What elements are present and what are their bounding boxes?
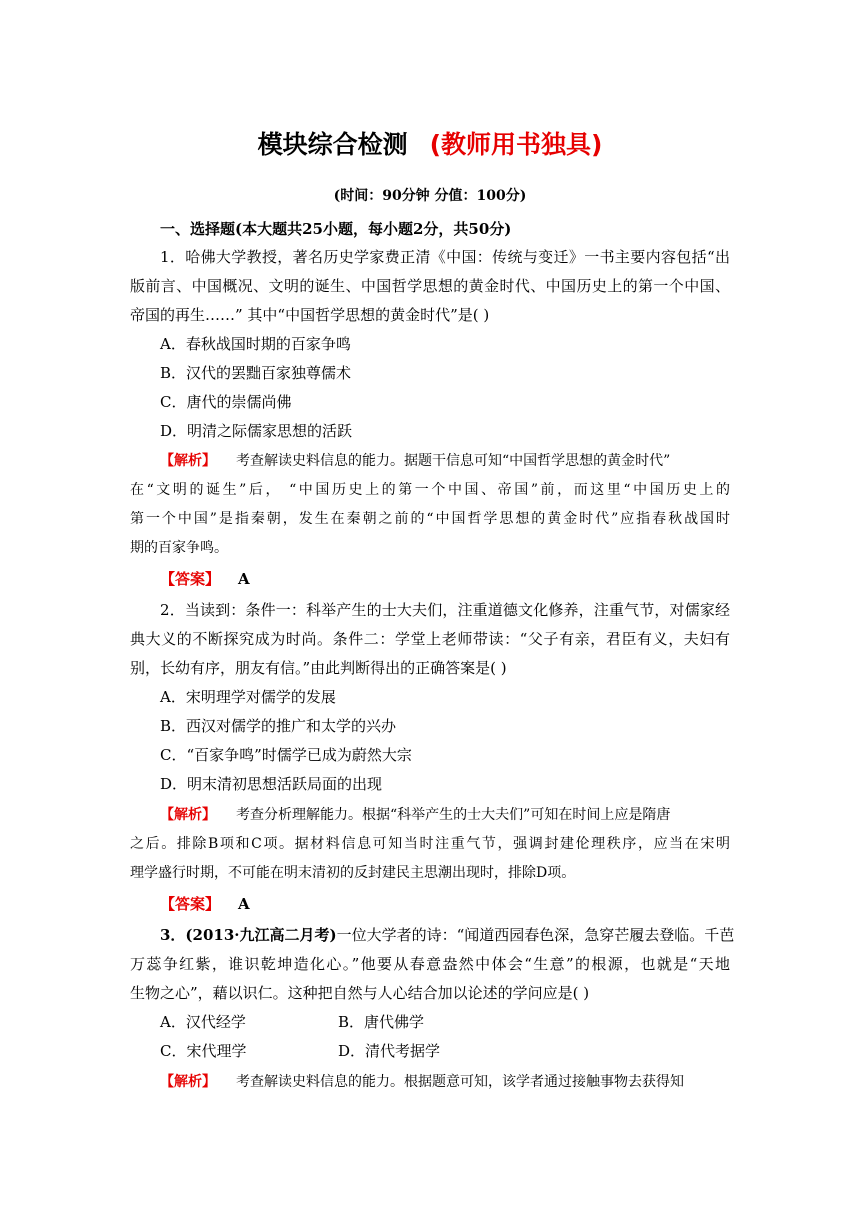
q1-line-1: 1．哈佛大学教授，著名历史学家费正清《中国：传统与变迁》一书主要内容包括“出: [160, 248, 730, 266]
title-main: 模块综合检测: [257, 130, 408, 159]
q1-answer-value: A: [238, 570, 250, 588]
q2-line-1: 2．当读到：条件一：科举产生的士大夫们，注重道德文化修养，注重气节，对儒家经: [160, 601, 730, 619]
exam-info: (时间：90分钟 分值：100分): [333, 188, 527, 204]
q1-option-d: D．明清之际儒家思想的活跃: [160, 422, 353, 440]
q1-analysis-line-1: 【解析】 考查解读史料信息的能力。据题干信息可知“中国哲学思想的黄金时代”: [160, 453, 671, 469]
q1-option-c: C．唐代的崇儒尚佛: [160, 393, 292, 411]
q2-analysis-label: 【解析】: [160, 807, 216, 823]
q1-analysis-line-4: 期的百家争鸣。: [130, 540, 228, 556]
section-heading: 一、选择题(本大题共25小题，每小题2分，共50分): [160, 220, 512, 238]
q3-options-row-2: [160, 1040, 760, 1062]
q2-answer-label: 【答案】: [160, 895, 221, 913]
q3-analysis-label: 【解析】: [160, 1074, 216, 1090]
q2-option-d: D．明末清初思想活跃局面的出现: [160, 775, 383, 793]
q3-analysis-line-1: 【解析】 考查解读史料信息的能力。根据题意可知，该学者通过接触事物去获得知: [160, 1074, 684, 1090]
q2-analysis-line-1: 【解析】 考查分析理解能力。根据“科举产生的士大夫们”可知在时间上应是隋唐: [160, 807, 671, 823]
q2-option-b: B．西汉对儒学的推广和太学的兴办: [160, 717, 397, 735]
q1-line-2: 版前言、中国概况、文明的诞生、中国哲学思想的黄金时代、中国历史上的第一个中国、: [130, 277, 730, 295]
q1-option-b: B．汉代的罢黜百家独尊儒术: [160, 364, 352, 382]
q1-analysis-line-2: 在“文明的诞生”后， “中国历史上的第一个中国、帝国”前，而这里“中国历史上的: [130, 482, 730, 498]
q1-analysis-line-3: 第一个中国”是指秦朝，发生在秦朝之前的“中国哲学思想的黄金时代”应指春秋战国时: [130, 511, 730, 527]
q1-option-a: A．春秋战国时期的百家争鸣: [160, 335, 351, 353]
q2-answer-value: A: [238, 895, 250, 913]
q3-option-b: B．唐代佛学: [338, 1013, 425, 1031]
q3-line-2: 万蕊争红紫，谁识乾坤造化心。”他要从春意盎然中体会“生意”的根源，也就是“天地: [130, 955, 730, 973]
q3-line-3: 生物之心”，藉以识仁。这种把自然与人心结合加以论述的学问应是( ): [130, 984, 590, 1002]
q2-analysis-line-3: 理学盛行时期，不可能在明末清初的反封建民主思潮出现时，排除D项。: [130, 865, 576, 881]
q3-option-c: C．宋代理学: [160, 1042, 247, 1060]
q2-line-3: 别，长幼有序，朋友有信。”由此判断得出的正确答案是( ): [130, 659, 507, 677]
q1-answer: [160, 568, 760, 590]
q3-line-1: 3．(2013·九江高二月考)一位大学者的诗：“闻道西园春色深，急穿芒履去登临。千芭: [160, 926, 735, 944]
q3-option-a: A．汉代经学: [160, 1013, 246, 1031]
q2-answer: [160, 893, 760, 915]
q2-analysis-line-2: 之后。排除B项和C项。据材料信息可知当时注重气节，强调封建伦理秩序，应当在宋明: [130, 836, 730, 852]
q1-line-3: 帝国的再生……” 其中“中国哲学思想的黄金时代”是( ): [130, 306, 490, 324]
q2-option-c: C．“百家争鸣”时儒学已成为蔚然大宗: [160, 746, 412, 764]
page-title: [0, 128, 860, 162]
q3-source: 3．(2013·九江高二月考): [160, 926, 337, 944]
q3-option-d: D．清代考据学: [338, 1042, 441, 1060]
q2-line-2: 典大义的不断探究成为时尚。条件二：学堂上老师带读：“父子有亲，君臣有义，夫妇有: [130, 630, 730, 648]
q2-option-a: A．宋明理学对儒学的发展: [160, 688, 336, 706]
q1-answer-label: 【答案】: [160, 570, 221, 588]
q3-options-row-1: [160, 1011, 760, 1033]
title-note: (教师用书独具): [429, 130, 603, 159]
q1-analysis-label: 【解析】: [160, 453, 216, 469]
